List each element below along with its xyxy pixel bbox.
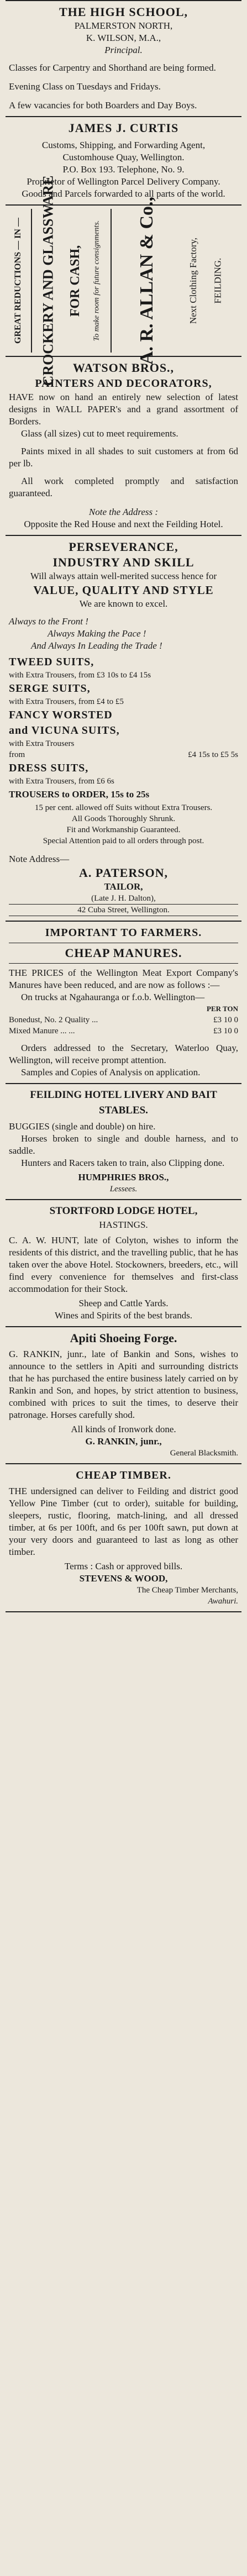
paterson-lead: And Always In Leading the Trade ! <box>31 640 162 651</box>
paterson-tweed-price: with Extra Trousers, from £3 10s to £4 15s <box>9 671 151 680</box>
farmers-orders: Orders addressed to the Secretary, Waterloo Quay, Wellington, will receive prompt attention. <box>9 1043 238 1065</box>
farmers-per-ton: PER TON <box>207 1005 238 1013</box>
rule <box>9 963 238 964</box>
hotel-body3: Hunters and Racers taken to train, also Clipping done. <box>21 1158 225 1168</box>
allan-col7: FEILDING. <box>212 257 223 304</box>
paterson-discount: 15 per cent. allowed off Suits without Extra Trousers. <box>34 803 213 812</box>
farmers-row2 <box>9 1026 238 1037</box>
hotel-title: FEILDING HOTEL LIVERY AND BAIT STABLES. <box>30 1089 217 1116</box>
allan-col3: FOR CASH, <box>68 245 83 317</box>
stortford-body: C. A. W. HUNT, late of Colyton, wishes to inform the residents of this district, and the travelling public, that he has taken over the above Hotel. Stockowners, breeders, etc., will find every convenience for themselves and first-class accommodation for their Stock. <box>9 1235 238 1294</box>
timber-merchants: The Cheap Timber Merchants, <box>136 1586 238 1595</box>
allan-col2: CROCKERY AND GLASSWARE <box>40 175 56 386</box>
paterson-fit: Fit and Workmanship Guaranteed. <box>66 826 181 834</box>
classes-text: Classes for Carpentry and Shorthand are being formed. <box>9 62 216 73</box>
paterson-name: A. PATERSON, <box>79 866 168 880</box>
high-school-ad <box>6 1 241 116</box>
paterson-pace: Always Making the Pace ! <box>48 628 146 639</box>
curtis-line2: Customhouse Quay, Wellington. <box>62 152 185 162</box>
apiti-ad <box>6 1327 241 1463</box>
timber-body: THE undersigned can deliver to Feilding and district good Yellow Pine Timber (cut to order), suitable for building, sleepers, rustic, flooring, match-lining, and all dressed timber, at 6s per 100ft, and 6s per 100ft sawn, put down at your very doors and guaranteed to last as long as other timber. <box>9 1486 238 1557</box>
paterson-h2: INDUSTRY AND SKILL <box>52 555 195 569</box>
apiti-iron: All kinds of Ironwork done. <box>71 1424 176 1434</box>
watson-name: WATSON BROS., <box>72 361 175 375</box>
high-school-place: PALMERSTON NORTH, <box>74 20 173 31</box>
paterson-front: Always to the Front ! <box>9 616 88 627</box>
vacancies-text: A few vacancies for both Boarders and Day Boys. <box>9 100 197 111</box>
paterson-vicuna-row <box>9 749 238 760</box>
paterson-dress: DRESS SUITS, <box>9 762 89 774</box>
paterson-late: (Late J. H. Dalton), <box>91 894 156 903</box>
farmers-price2: £3 10 0 <box>213 1027 238 1035</box>
stortford-place: HASTINGS. <box>99 1219 148 1230</box>
paterson-serge-price: with Extra Trousers, from £4 to £5 <box>9 697 124 706</box>
farmers-h1: IMPORTANT TO FARMERS. <box>45 927 202 939</box>
allan-col4: To make room for future consignments. <box>92 220 101 341</box>
watson-body2: Glass (all sizes) cut to meet requirements. <box>21 428 178 439</box>
paterson-ad <box>6 536 241 921</box>
hotel-name: HUMPHRIES BROS., <box>78 1172 169 1182</box>
timber-place: Awahuri. <box>208 1597 238 1606</box>
watson-body4: All work completed promptly and satisfaction guaranteed. <box>9 476 238 498</box>
timber-title: CHEAP TIMBER. <box>76 1469 171 1481</box>
paterson-shrunk: All Goods Thoroughly Shrunk. <box>71 814 176 823</box>
farmers-item2: Mixed Manure ... ... <box>9 1027 75 1035</box>
allan-divider <box>111 209 112 353</box>
high-school-title: THE HIGH SCHOOL, <box>59 5 188 19</box>
apiti-body: G. RANKIN, junr., late of Bankin and Sons, wishes to announce to the settlers in Apiti and surrounding districts that he has purchased the entire business lately carried on by Rankin and Son, and hopes, by strict attention to business, combined with prices to suit the times, to deserve their patronage. Horses carefully shod. <box>9 1349 238 1420</box>
allan-divider <box>31 209 32 353</box>
allan-col5: A. R. ALLAN & Co., <box>136 196 157 365</box>
farmers-h2: CHEAP MANURES. <box>65 946 182 960</box>
watson-note: Note the Address : <box>88 507 159 517</box>
ad-column <box>6 0 241 1612</box>
principal-label: Principal. <box>104 45 143 55</box>
paterson-h1: PERSEVERANCE, <box>69 540 178 554</box>
watson-body3: Paints mixed in all shades to suit customers at from 6d per lb. <box>9 446 238 469</box>
timber-terms: Terms : Cash or approved bills. <box>64 1561 183 1571</box>
watson-trade: PAINTERS AND DECORATORS, <box>35 377 212 390</box>
paterson-serge: SERGE SUITS, <box>9 682 91 695</box>
hotel-body1: BUGGIES (single and double) on hire. <box>9 1121 156 1132</box>
farmers-ad <box>6 922 241 1083</box>
farmers-item1: Bonedust, No. 2 Quality ... <box>9 1016 98 1024</box>
rule <box>6 1611 241 1612</box>
paterson-tweed: TWEED SUITS, <box>9 656 94 668</box>
apiti-title: Apiti Shoeing Forge. <box>70 1331 177 1345</box>
curtis-line4: Proprietor of Wellington Parcel Delivery Company. <box>27 176 220 187</box>
stortford-wines: Wines and Spirits of the best brands. <box>54 1310 193 1321</box>
farmers-trucks: On trucks at Ngahauranga or f.o.b. Wellington— <box>21 992 205 1002</box>
hotel-lessees: Lessees. <box>109 1185 138 1194</box>
hotel-ad <box>6 1084 241 1199</box>
paterson-value: VALUE, QUALITY AND STYLE <box>33 583 214 597</box>
allan-col1: GREAT REDUCTIONS — IN — <box>13 218 23 344</box>
paterson-trade: TAILOR, <box>104 881 143 892</box>
curtis-line3: P.O. Box 193. Telephone, No. 9. <box>62 164 185 175</box>
curtis-name: JAMES J. CURTIS <box>68 121 179 135</box>
apiti-trade: General Blacksmith. <box>170 1449 238 1458</box>
paterson-special: Special Attention paid to all orders through post. <box>43 837 204 845</box>
farmers-price1: £3 10 0 <box>213 1016 238 1024</box>
watson-address: Opposite the Red House and next the Feilding Hotel. <box>24 519 223 529</box>
paterson-fancy: FANCY WORSTED <box>9 709 113 721</box>
timber-name: STEVENS & WOOD, <box>79 1573 168 1584</box>
paterson-trousers: TROUSERS to ORDER, 15s to 25s <box>9 789 150 800</box>
principal-name: K. WILSON, M.A., <box>86 33 161 43</box>
paterson-intro: Will always attain well-merited success hence for <box>30 571 217 581</box>
stortford-title: STORTFORD LODGE HOTEL, <box>49 1205 198 1217</box>
paterson-street: 42 Cuba Street, Wellington. <box>9 904 238 916</box>
evening-text: Evening Class on Tuesdays and Fridays. <box>9 81 161 92</box>
hotel-body2: Horses broken to single and double harness, and to saddle. <box>9 1133 238 1156</box>
stortford-ad <box>6 1200 241 1326</box>
paterson-vicuna-note: with Extra Trousers <box>9 739 75 748</box>
curtis-line1: Customs, Shipping, and Forwarding Agent, <box>41 140 206 150</box>
allan-col6: Next Clothing Factory, <box>188 237 199 324</box>
paterson-known: We are known to excel. <box>79 598 168 609</box>
paterson-dress-price: with Extra Trousers, from £6 6s <box>9 777 114 786</box>
timber-ad <box>6 1464 241 1611</box>
paterson-vicuna-price: £4 15s to £5 5s <box>188 750 238 759</box>
paterson-note: Note Address— <box>9 854 70 864</box>
stortford-yards: Sheep and Cattle Yards. <box>78 1298 169 1308</box>
curtis-line5: Goods and Parcels forwarded to all parts of the world. <box>22 188 225 199</box>
farmers-samples: Samples and Copies of Analysis on application. <box>21 1067 201 1077</box>
paterson-vicuna: and VICUNA SUITS, <box>9 724 120 737</box>
farmers-row1 <box>9 1014 238 1026</box>
apiti-name: G. RANKIN, junr., <box>85 1436 162 1447</box>
watson-body1: HAVE now on hand an entirely new selection of latest designs in WALL PAPER's and a grand assortment of Borders. <box>9 392 238 427</box>
paterson-vicuna-from: from <box>9 750 25 759</box>
farmers-body: THE PRICES of the Wellington Meat Export Company's Manures have been reduced, and are now as follows :— <box>9 968 238 990</box>
